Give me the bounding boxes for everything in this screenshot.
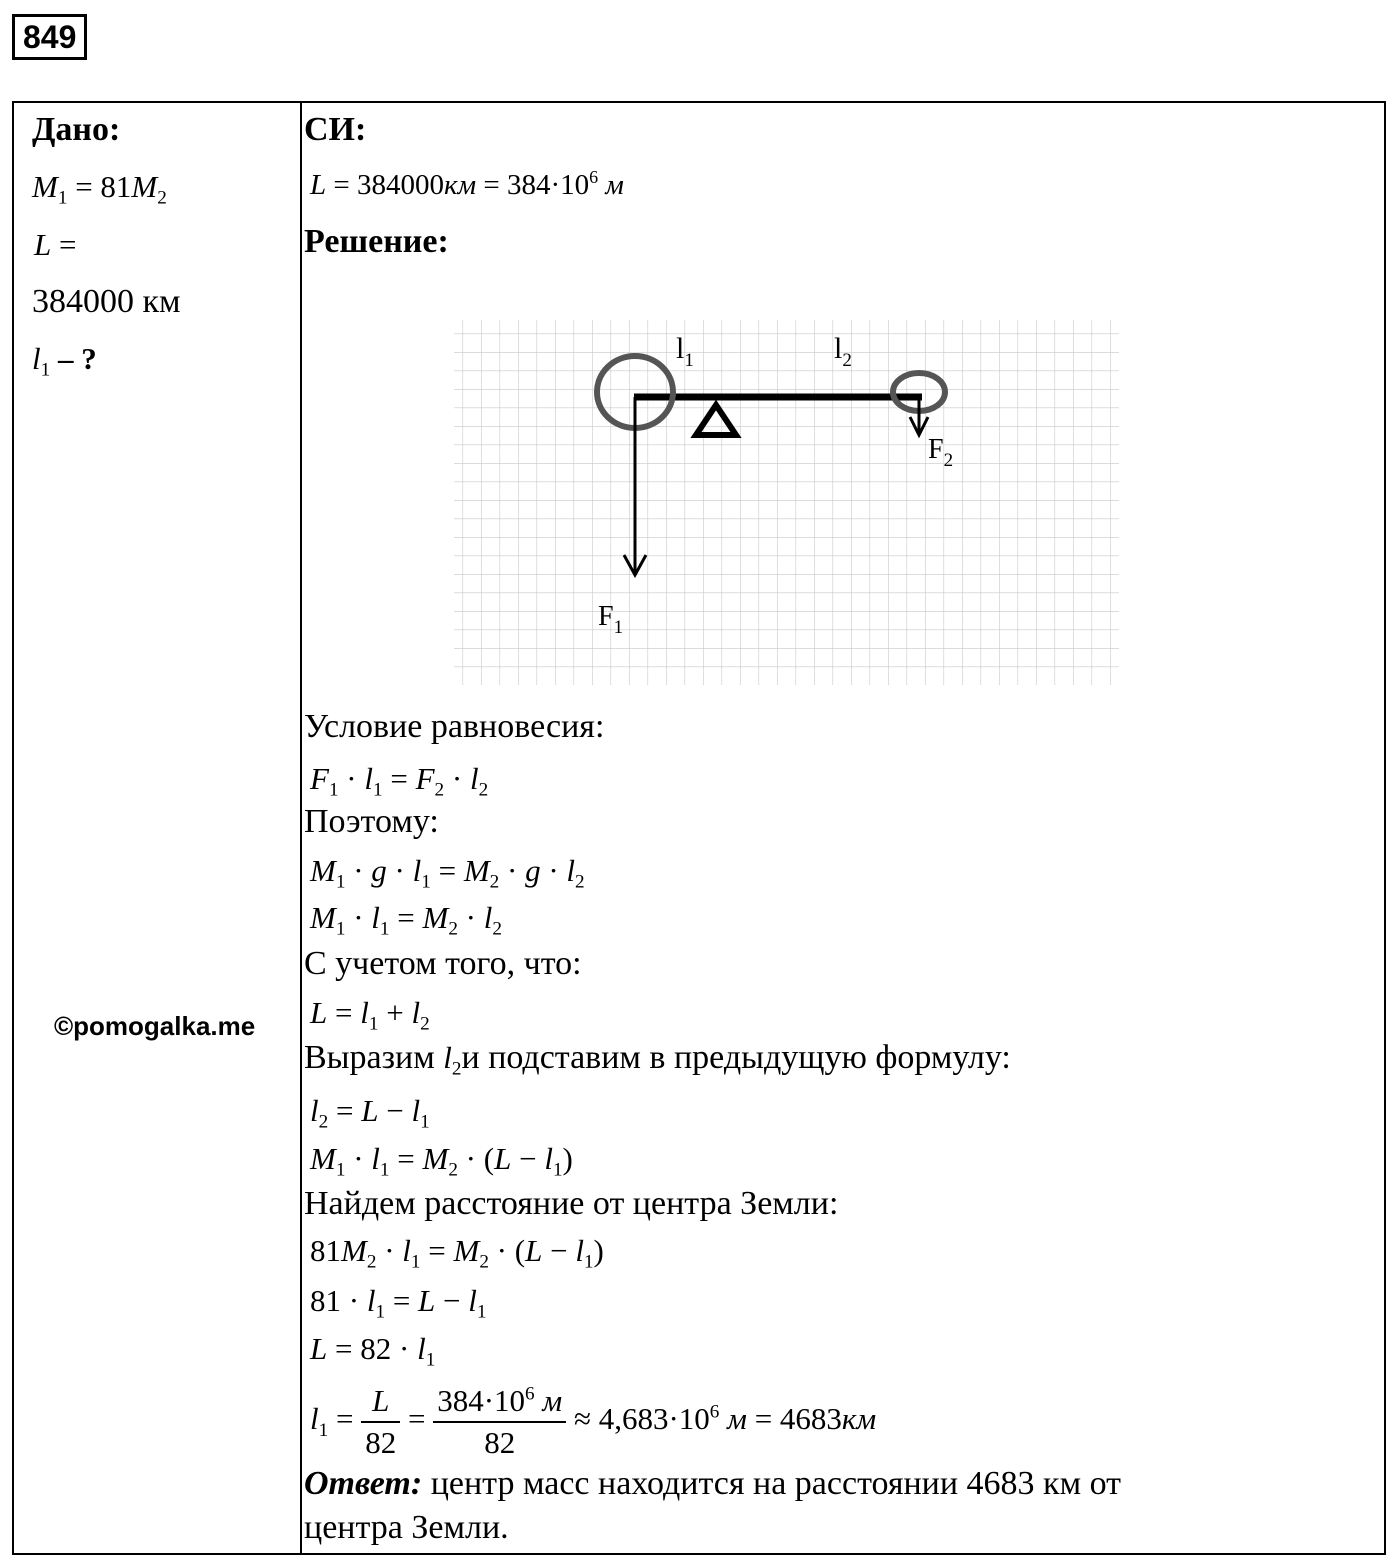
express-text: Выразим $l_2и$ подставим в предыдущую формулу: (304, 1039, 1011, 1080)
answer-line-2: центра Земли. (304, 1509, 509, 1546)
label-l1: $l_1$ (676, 332, 694, 371)
solution-table (12, 101, 1386, 1555)
si-header: СИ: (304, 111, 367, 148)
problem-number: 849 (12, 14, 87, 60)
therefore-text: Поэтому: (304, 803, 439, 840)
grid-background (454, 320, 1119, 685)
formula-l2: $l_2 = L - l_1$ (310, 1093, 430, 1133)
label-f1: $F_1$ (598, 601, 624, 638)
formula-l-82: $L = 82 \cdot l_1$ (310, 1331, 436, 1371)
formula-ml: $M_1 \cdot l_1 = M_2 \cdot l_2$ (310, 900, 502, 940)
column-divider (300, 103, 302, 1553)
given-mass-ratio: $M_1 = 81M_2$ (32, 169, 167, 209)
answer-line-1: Ответ: центр масс находится на расстоянии 4683 км от (304, 1465, 1121, 1502)
si-conversion: $L = 384000км = 384\cdot 10^6$ м (310, 167, 624, 201)
given-that-text: С учетом того, что: (304, 945, 582, 982)
equilibrium-text: Условие равновесия: (304, 708, 605, 745)
formula-81m2: $81M_2 \cdot l_1 = M_2 \cdot (L - l_1)$ (310, 1233, 604, 1273)
given-header: Дано: (32, 111, 121, 148)
given-unknown: $l_1$ – ? (32, 341, 97, 381)
formula-substituted: $M_1 \cdot l_1 = M_2 \cdot (L - l_1)$ (310, 1141, 573, 1181)
label-l2: $l_2$ (834, 332, 852, 371)
formula-mgl: $M_1 \cdot g \cdot l_1 = M_2 \cdot g \cdot l_2$ (310, 853, 585, 893)
lever-diagram (444, 315, 1134, 690)
formula-l-sum: $L = l_1 + l_2$ (310, 995, 430, 1035)
fraction-value-over-82: $\frac{384\cdot 10^6 м}{82}$ (433, 1381, 566, 1463)
label-f2: $F_2$ (928, 434, 954, 471)
fraction-l-over-82: $\frac{L}{82}$ (361, 1381, 400, 1463)
watermark: ©pomogalka.me (54, 1011, 256, 1041)
given-distance-value: 384000 км (32, 283, 181, 320)
given-distance-symbol: L = (34, 227, 77, 262)
formula-result: $l_1$ = $\frac{L}{82}$ = $\frac{384\cdot 10^6 м}{82}$ ≈ $4,683\cdot 10^6$ м = 4683км (310, 1381, 876, 1463)
solution-header: Решение: (304, 223, 449, 260)
formula-moments: $F_1 \cdot l_1 = F_2 \cdot l_2$ (310, 761, 489, 801)
formula-81l1: $81 \cdot l_1 = L - l_1$ (310, 1283, 487, 1323)
find-text: Найдем расстояние от центра Земли: (304, 1185, 839, 1222)
